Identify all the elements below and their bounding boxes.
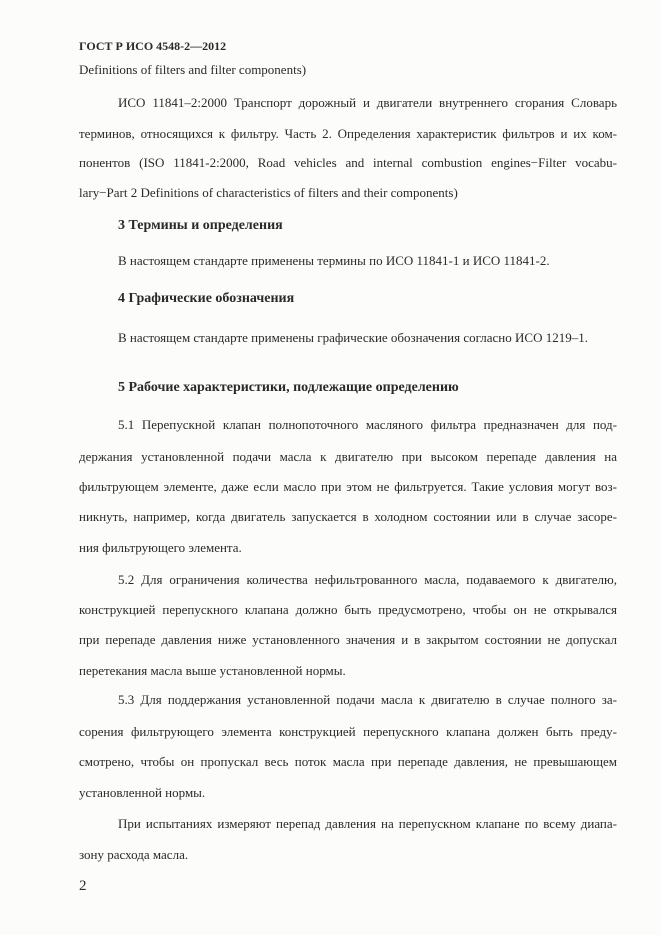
text-line: lary−Part 2 Definitions of characteristics of filters and their components) [79, 185, 458, 200]
text-line: 5.1 Перепускной клапан полнопоточного масляного фильтра предназначен для под- [118, 417, 617, 432]
text-line: 5.2 Для ограничения количества нефильтрованного масла, подаваемого к двигателю, [118, 572, 617, 587]
text-line: понентов (ISO 11841-2:2000, Road vehicles and internal combustion engines−Filter vocabu- [79, 155, 617, 170]
text-line: перетекания масла выше установленной нормы. [79, 663, 346, 678]
text-line: смотрено, чтобы он пропускал весь поток масла при перепаде давления, не превышающем [79, 754, 617, 769]
text-line: терминов, относящихся к фильтру. Часть 2. Определения характеристик фильтров и их ком- [79, 126, 617, 141]
text-line: установленной нормы. [79, 785, 206, 800]
page-number: 2 [79, 878, 87, 894]
text-line: держания установленной подачи масла к двигателю при высоком перепаде давления на [79, 449, 617, 464]
document-header: ГОСТ Р ИСО 4548-2—2012 [79, 39, 227, 53]
text-line: Definitions of filters and filter components) [79, 62, 307, 77]
section-heading: 3 Термины и определения [118, 218, 283, 233]
text-line: ния фильтрующего элемента. [79, 540, 242, 555]
text-line: сорения фильтрующего элемента конструкцией перепускного клапана должен быть преду- [79, 724, 617, 739]
text-line: конструкцией перепускного клапана должно быть предусмотрено, чтобы он не открывался [79, 602, 617, 617]
text-line: при перепаде давления ниже установленного значения и в закрытом состоянии не допускал [79, 632, 617, 647]
text-line: фильтрующем элементе, даже если масло при этом не фильтруется. Такие условия могут воз- [79, 479, 617, 494]
text-line: При испытаниях измеряют перепад давления на перепускном клапане по всему диапа- [118, 816, 617, 831]
text-line: зону расхода масла. [79, 847, 189, 862]
text-line: В настоящем стандарте применены графические обозначения согласно ИСО 1219–1. [118, 330, 588, 345]
text-line: ИСО 11841–2:2000 Транспорт дорожный и двигатели внутреннего сгорания Словарь [118, 95, 617, 110]
text-line: никнуть, например, когда двигатель запускается в холодном состоянии или в случае засоре- [79, 509, 617, 524]
text-line: В настоящем стандарте применены термины по ИСО 11841-1 и ИСО 11841-2. [118, 253, 550, 268]
section-heading: 5 Рабочие характеристики, подлежащие определению [118, 380, 459, 395]
section-heading: 4 Графические обозначения [118, 291, 295, 306]
text-line: 5.3 Для поддержания установленной подачи масла к двигателю в случае полного за- [118, 692, 617, 707]
